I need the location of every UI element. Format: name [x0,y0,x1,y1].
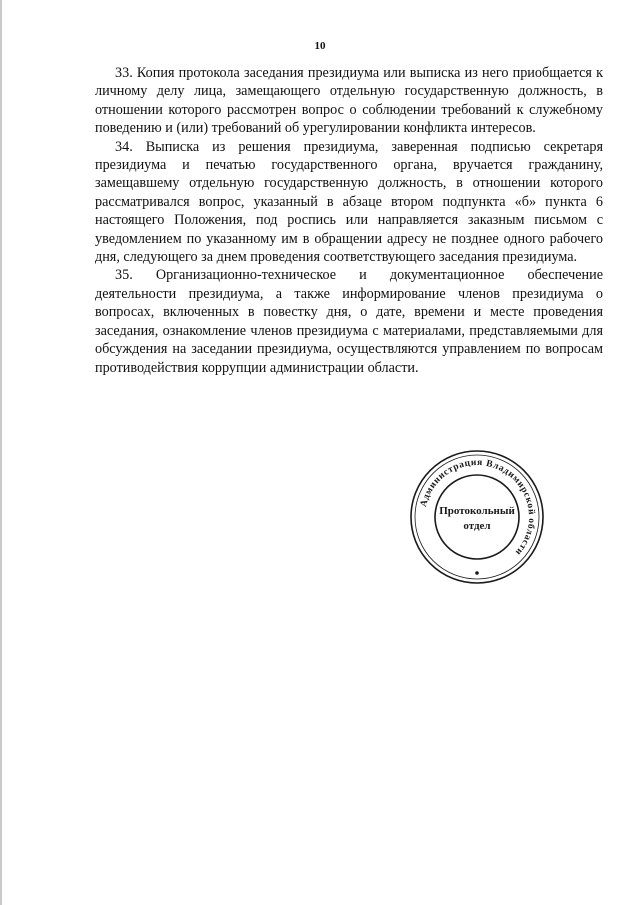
document-body [95,64,603,377]
seal-star-icon [475,571,479,575]
seal-center-line-1: Протокольный [439,505,515,517]
seal-ring-text: Администрация Владимирской области [419,457,537,558]
scan-edge [0,0,2,905]
paragraph-33: 33. Копия протокола заседания президиума или выписка из него приобщается к личному делу лица, замещающего отдельную государственную должность, в отношении которого рассмотрен вопрос о соблюдении требований к служебному поведению и (или) требований об урегулировании конфликта интересов. [95,65,603,137]
seal-inner-ring [435,475,519,559]
seal-outer-ring [411,451,543,583]
seal-outer-ring-thin [415,455,539,579]
page-number: 10 [314,40,326,52]
seal-center-line-2: отдел [463,520,491,532]
seal-graphic [408,448,546,586]
paragraph-34: 34. Выписка из решения президиума, заверенная подписью секретаря президиума и печатью государственного органа, вручается гражданину, замещавшему отдельную государственную должность, в отношении которого рассматривался вопрос, указанный в абзаце втором подпункта «б» пункта 6 настоящего Положения, под роспись или направляется заказным письмом с уведомлением по указанному им в обращении адресу не позднее одного рабочего дня, следующего за днем проведения соответствующего заседания президиума. [95,138,603,266]
paragraph-35: 35. Организационно-техническое и документационное обеспечение деятельности президиума, а также информирование членов президиума о вопросах, включенных в повестку дня, о дате, времени и месте проведения заседания, ознакомление членов президиума с материалами, представляемыми для обсуждения на заседании президиума, осуществляются управлением по вопросам противодействия коррупции администрации области. [95,267,603,376]
official-seal-stamp [408,448,546,586]
